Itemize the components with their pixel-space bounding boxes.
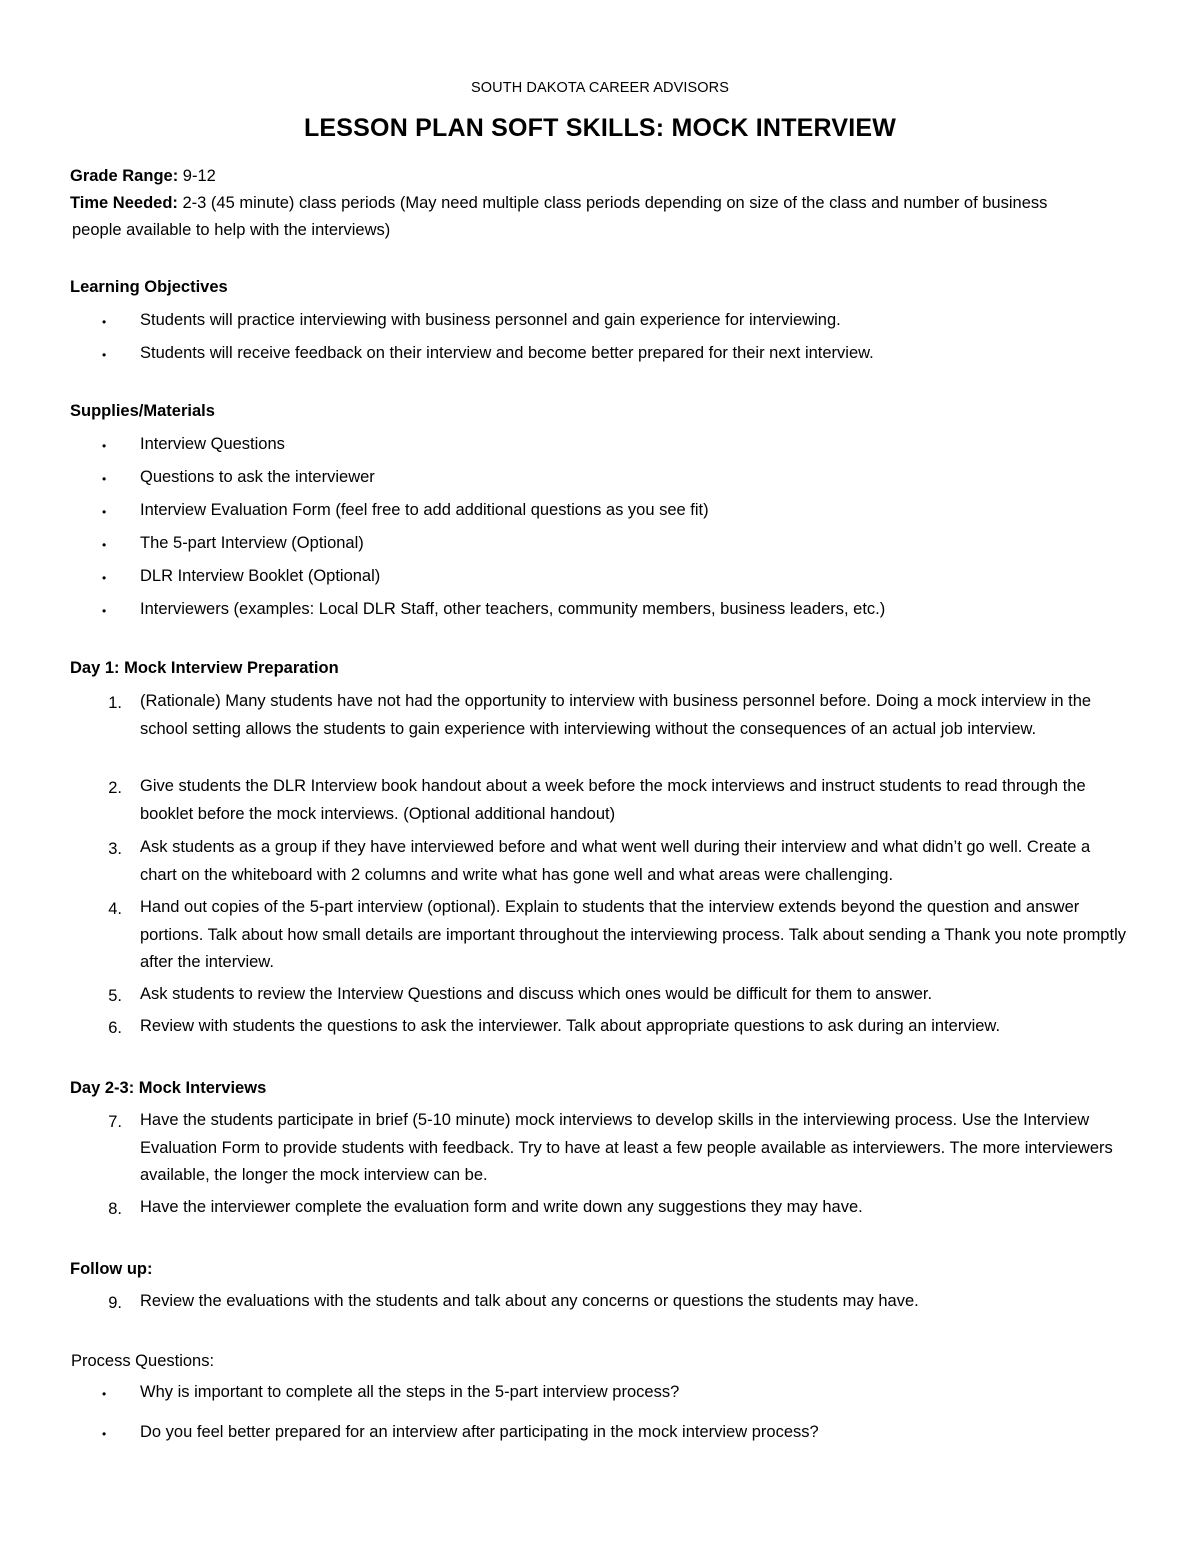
objectives-heading: Learning Objectives bbox=[70, 278, 228, 296]
supplies-item: The 5-part Interview (Optional) bbox=[140, 534, 364, 552]
bullet: • bbox=[102, 348, 107, 362]
supplies-item: Interviewers (examples: Local DLR Staff, other teachers, community members, business leaders, etc.) bbox=[140, 600, 886, 618]
list-number: 9. bbox=[108, 1294, 122, 1312]
supplies-item: Interview Questions bbox=[140, 435, 285, 453]
time-needed-label: Time Needed: bbox=[70, 194, 178, 212]
day1-step: Hand out copies of the 5-part interview (optional). Explain to students that the interview extends beyond the question and answer portions. Talk about how small details are important throughout the interviewing process. Talk about sending a Thank you note promptly after the interview. bbox=[140, 898, 1126, 971]
day1-step: (Rationale) Many students have not had the opportunity to interview with business personnel before. Doing a mock interview in the school setting allows the students to gain experience with interviewing without the consequences of an actual job interview. bbox=[140, 692, 1092, 738]
process-heading: Process Questions: bbox=[71, 1352, 215, 1370]
bullet: • bbox=[102, 571, 107, 585]
bullet: • bbox=[102, 1387, 107, 1401]
list-number: 3. bbox=[108, 840, 122, 858]
time-needed-continued: people available to help with the interviews) bbox=[72, 221, 391, 239]
list-number: 6. bbox=[108, 1019, 122, 1037]
day23-heading: Day 2-3: Mock Interviews bbox=[70, 1079, 267, 1097]
day1-step: Review with students the questions to ask the interviewer. Talk about appropriate questions to ask during an interview. bbox=[140, 1017, 1001, 1035]
followup-heading: Follow up: bbox=[70, 1260, 153, 1278]
list-number: 2. bbox=[108, 779, 122, 797]
org-name: SOUTH DAKOTA CAREER ADVISORS bbox=[471, 80, 729, 96]
day1-heading: Day 1: Mock Interview Preparation bbox=[70, 659, 339, 677]
list-number: 5. bbox=[108, 987, 122, 1005]
supplies-item: Interview Evaluation Form (feel free to add additional questions as you see fit) bbox=[140, 501, 709, 519]
list-number: 1. bbox=[108, 694, 122, 712]
grade-range-value: 9-12 bbox=[178, 167, 216, 185]
time-needed-value: 2-3 (45 minute) class periods (May need multiple class periods depending on size of the class and number of business bbox=[177, 194, 1048, 212]
bullet: • bbox=[102, 538, 107, 552]
objective-item: Students will receive feedback on their interview and become better prepared for their next interview. bbox=[140, 344, 874, 362]
objective-item: Students will practice interviewing with business personnel and gain experience for interviewing. bbox=[140, 311, 841, 329]
process-question: Do you feel better prepared for an interview after participating in the mock interview process? bbox=[140, 1423, 819, 1441]
day1-step: Ask students to review the Interview Questions and discuss which ones would be difficult for them to answer. bbox=[140, 985, 933, 1003]
bullet: • bbox=[102, 505, 107, 519]
bullet: • bbox=[102, 604, 107, 618]
supplies-item: Questions to ask the interviewer bbox=[140, 468, 375, 486]
bullet: • bbox=[102, 1427, 107, 1441]
page-title: LESSON PLAN SOFT SKILLS: MOCK INTERVIEW bbox=[303, 114, 897, 142]
bullet: • bbox=[102, 315, 107, 329]
day1-step: Give students the DLR Interview book handout about a week before the mock interviews and instruct students to read through the booklet before the mock interviews. (Optional additional handout) bbox=[140, 777, 1086, 823]
list-number: 7. bbox=[108, 1113, 122, 1131]
process-question: Why is important to complete all the steps in the 5-part interview process? bbox=[140, 1383, 680, 1401]
day23-step: Have the students participate in brief (5-10 minute) mock interviews to develop skills in the interviewing process. Use the Interview Evaluation Form to provide students with feedback. Try to have at least a few people available as interviewers. The more interviewers available, the longer the mock interview can be. bbox=[140, 1111, 1113, 1184]
grade-range bbox=[70, 165, 216, 187]
time-needed bbox=[70, 192, 1047, 214]
bullet: • bbox=[102, 439, 107, 453]
supplies-heading: Supplies/Materials bbox=[70, 402, 215, 420]
list-number: 4. bbox=[108, 900, 122, 918]
bullet: • bbox=[102, 472, 107, 486]
day1-step: Ask students as a group if they have interviewed before and what went well during their interview and what didn’t go well. Create a chart on the whiteboard with 2 columns and write what has gone well and what areas were challenging. bbox=[140, 838, 1091, 884]
followup-step: Review the evaluations with the students and talk about any concerns or questions the students may have. bbox=[140, 1292, 919, 1310]
list-number: 8. bbox=[108, 1200, 122, 1218]
day23-step: Have the interviewer complete the evaluation form and write down any suggestions they may have. bbox=[140, 1198, 863, 1216]
supplies-item: DLR Interview Booklet (Optional) bbox=[140, 567, 381, 585]
grade-range-label: Grade Range: bbox=[70, 167, 179, 185]
